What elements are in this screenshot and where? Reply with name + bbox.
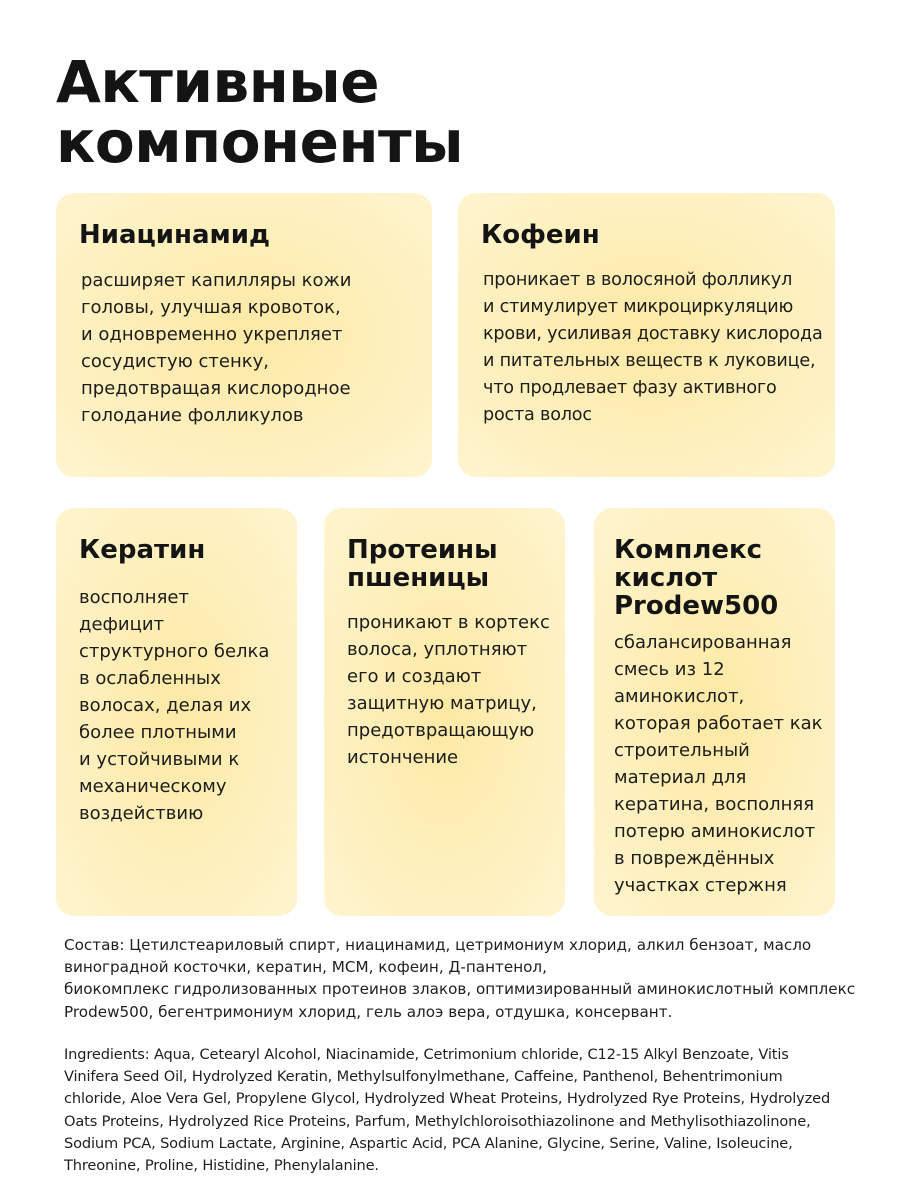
card-text-line: структурного белка (79, 641, 270, 662)
composition-line: биокомплекс гидролизованных протеинов злаков, оптимизированный аминокислотный комплекс (64, 980, 856, 999)
card-text-line: механическому (79, 776, 227, 797)
card-title-line: Кератин (79, 535, 206, 565)
card-title-line: Ниацинамид (79, 220, 270, 250)
card-text-line: которая работает как (614, 713, 823, 734)
card-title-line: Prodew500 (614, 591, 779, 621)
card-title-line: кислот (614, 563, 718, 593)
card-text-line: участках стержня (614, 875, 787, 896)
card-text-line: материал для (614, 767, 747, 788)
card-text-line: более плотными (79, 722, 237, 743)
card-text-line: защитную матрицу, (347, 693, 537, 714)
card-description (81, 267, 418, 429)
card-title (79, 221, 418, 249)
card-text-line: кератина, восполняя (614, 794, 815, 815)
card-text-line: в ослабленных (79, 668, 221, 689)
card-text-line: сосудистую стенку, (81, 351, 269, 372)
card-text-line: и одновременно укрепляет (81, 324, 343, 345)
composition-ru (64, 934, 854, 1023)
card-text-line: предотвращая кислородное (81, 378, 351, 399)
card-text-line: волоса, уплотняют (347, 639, 528, 660)
page-title-line-1: Активные (56, 48, 380, 116)
card-text-line: что продлевает фазу активного (483, 378, 777, 398)
card-text-line: и стимулирует микроциркуляцию (483, 297, 794, 317)
ingredients-line: chloride, Aloe Vera Gel, Propylene Glycol, Hydrolyzed Wheat Proteins, Hydrolyzed Rye Proteins, Hydrolyzed (64, 1090, 831, 1108)
ingredients-line: Oats Proteins, Hydrolyzed Rice Proteins, Parfum, Methylchloroisothiazolinone and Methylisothiazolinone, (64, 1112, 811, 1130)
card-text-line: головы, улучшая кровоток, (81, 297, 341, 318)
card-title (481, 221, 831, 249)
composition-line: Состав: Цетилстеариловый спирт, ниацинамид, цетримониум хлорид, алкил бензоат, масло (64, 936, 812, 954)
ingredients-en (64, 1044, 854, 1177)
card-title (614, 536, 829, 620)
card-title-line: Комплекс (614, 535, 763, 565)
card-caffeine (458, 193, 835, 477)
card-text-line: строительный (614, 740, 750, 761)
card-niacinamide (56, 193, 432, 477)
card-text-line: сбалансированная (614, 632, 792, 653)
card-text-line: смесь из 12 (614, 659, 725, 680)
card-description (79, 584, 283, 827)
card-description (483, 267, 831, 429)
card-text-line: аминокислот, (614, 686, 745, 707)
card-text-line: и устойчивыми к (79, 749, 240, 770)
ingredients-line: Threonine, Proline, Histidine, Phenylalanine. (64, 1157, 379, 1175)
card-text-line: его и создают (347, 666, 482, 687)
card-title-line: пшеницы (347, 563, 490, 593)
card-wheat-proteins (324, 508, 565, 916)
page-title (56, 48, 856, 176)
card-title (347, 536, 551, 592)
card-keratin (56, 508, 297, 916)
card-text-line: роста волос (483, 405, 592, 425)
card-title-line: Кофеин (481, 220, 600, 250)
card-text-line: дефицит (79, 614, 165, 635)
card-text-line: предотвращающую (347, 720, 535, 741)
card-description (347, 609, 551, 771)
card-prodew500 (594, 508, 835, 916)
card-text-line: голодание фолликулов (81, 405, 304, 426)
card-text-line: расширяет капилляры кожи (81, 270, 352, 291)
card-description (614, 629, 829, 899)
composition-line: Prodew500, бегентримониум хлорид, гель алоэ вера, отдушка, консервант. (64, 1002, 673, 1021)
card-text-line: проникает в волосяной фолликул (483, 270, 793, 290)
page-title-line-2: компоненты (56, 108, 464, 176)
card-title (79, 536, 283, 564)
card-title-line: Протеины (347, 535, 498, 565)
card-text-line: воздействию (79, 803, 204, 824)
card-text-line: волосах, делая их (79, 695, 252, 716)
ingredients-line: Sodium PCA, Sodium Lactate, Arginine, Aspartic Acid, PCA Alanine, Glycine, Serine, Valine, Isoleucine, (64, 1134, 793, 1152)
ingredients-line: Ingredients: Aqua, Cetearyl Alcohol, Niacinamide, Cetrimonium chloride, C12-15 Alkyl Benzoate, Vitis (64, 1046, 789, 1063)
card-text-line: восполняет (79, 587, 189, 608)
composition-line: виноградной косточки, кератин, MCM, кофеин, Д-пантенол, (64, 958, 547, 977)
card-text-line: в повреждённых (614, 848, 775, 869)
card-text-line: проникают в кортекс (347, 612, 550, 633)
card-text-line: потерю аминокислот (614, 821, 816, 842)
card-text-line: истончение (347, 747, 459, 768)
card-text-line: и питательных веществ к луковице, (483, 351, 816, 371)
ingredients-line: Vinifera Seed Oil, Hydrolyzed Keratin, Methylsulfonylmethane, Caffeine, Panthenol, Behentrimonium (64, 1068, 783, 1086)
card-text-line: крови, усиливая доставку кислорода (483, 324, 823, 344)
